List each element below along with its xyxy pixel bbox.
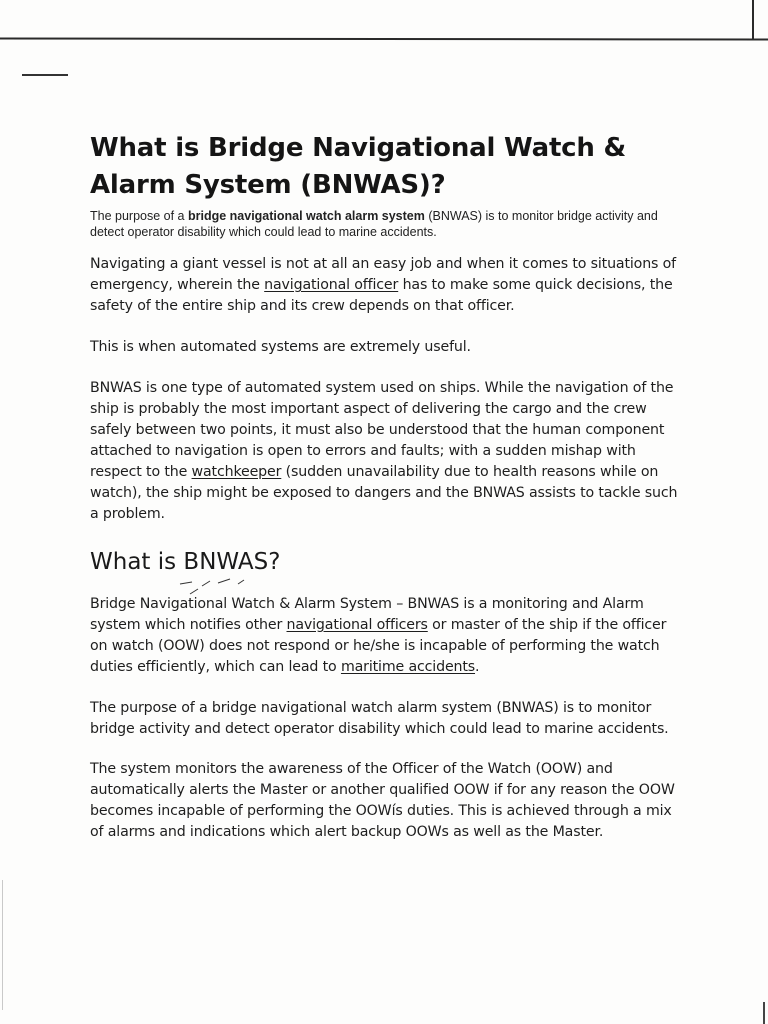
scan-corner-mark — [752, 0, 754, 40]
scan-border-line — [0, 37, 768, 40]
pen-annotation-marks — [178, 574, 268, 596]
paragraph-automated-systems: This is when automated systems are extremely useful. — [90, 339, 471, 355]
paragraph-navigating — [90, 254, 680, 317]
section-heading — [90, 546, 680, 578]
lead-paragraph — [90, 208, 680, 240]
para1-text-end: has to make some quick decisions, the safety of the entire ship and its crew depends on that officer. — [90, 277, 673, 314]
scan-edge-mark — [763, 1002, 765, 1024]
para1-text-start: Navigating a giant vessel is not at all an easy job and when it comes to situations of emergency, wherein the — [90, 256, 677, 293]
para3-text-end: (sudden unavailability due to health reasons while on watch), the ship might be exposed to dangers and the BNWAS assists to tackle such a problem. — [90, 464, 678, 522]
lead-text-end: (BNWAS) is to monitor bridge activity and detect operator disability which could lead to marine accidents. — [90, 209, 658, 239]
para4-text-middle: or master of the ship if the officer on watch (OOW) does not respond or he/she is incapable of performing the watch duties efficiently, which can lead to — [90, 617, 667, 675]
document-body — [90, 130, 680, 843]
link-maritime-accidents[interactable]: maritime accidents — [340, 659, 476, 675]
paragraph-bnwas-definition — [90, 594, 680, 678]
link-navigational-officers[interactable]: navigational officers — [286, 617, 428, 633]
link-watchkeeper[interactable]: watchkeeper — [191, 464, 282, 480]
paragraph-bnwas-intro — [90, 378, 680, 525]
scan-dash-mark — [22, 74, 68, 76]
link-navigational-officer[interactable]: navigational officer — [264, 277, 399, 293]
paragraph-bnwas-purpose: The purpose of a bridge navigational watch alarm system (BNWAS) is to monitor bridge activity and detect operator disability which could lead to marine accidents. — [90, 700, 669, 737]
paragraph-system-monitoring: The system monitors the awareness of the Officer of the Watch (OOW) and automatically alerts the Master or another qualified OOW if for any reason the OOW becomes incapable of performing the OOWís duties. This is achieved through a mix of alarms and indications which alert backup OOWs as well as the Master. — [90, 761, 675, 840]
section-heading-text: What is BNWAS? — [90, 549, 281, 575]
lead-bold-term: bridge navigational watch alarm system — [187, 209, 425, 223]
para3-text-start: BNWAS is one type of automated system used on ships. While the navigation of the ship is probably the most important aspect of delivering the cargo and the crew safely between two points, it must also be understood that the human component attached to navigation is open to errors and faults; with a sudden mishap with respect to the — [90, 380, 674, 480]
scan-left-edge — [2, 880, 3, 1010]
para4-text-start: Bridge Navigational Watch & Alarm System – BNWAS is a monitoring and Alarm system which notifies other — [90, 596, 644, 633]
para4-text-end: . — [475, 659, 480, 675]
lead-text-start: The purpose of a — [90, 209, 188, 223]
page-title: What is Bridge Navigational Watch & Alarm System (BNWAS)? — [90, 133, 627, 200]
